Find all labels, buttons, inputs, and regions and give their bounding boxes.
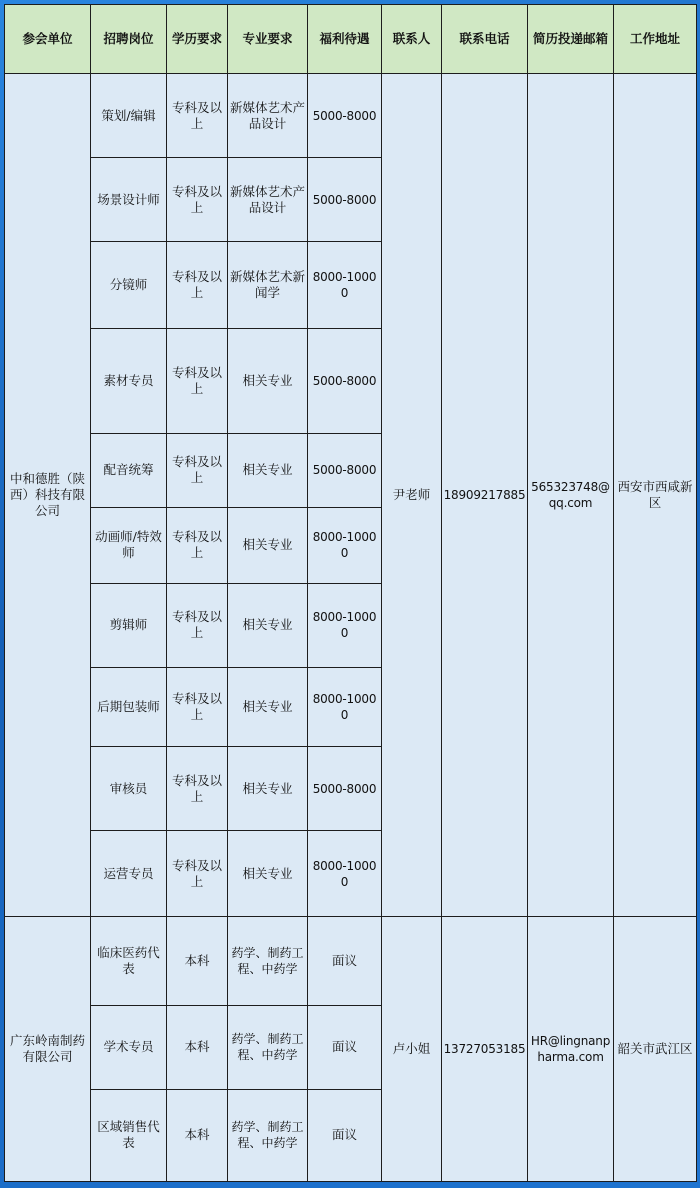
company-name: 广东岭南制药有限公司 [5, 917, 91, 1182]
header-contact: 联系人 [382, 5, 442, 74]
job-major: 相关专业 [228, 329, 308, 433]
job-education: 专科及以上 [167, 433, 228, 507]
header-education: 学历要求 [167, 5, 228, 74]
job-salary: 8000-10000 [308, 668, 382, 747]
header-major: 专业要求 [228, 5, 308, 74]
job-position: 配音统筹 [91, 433, 167, 507]
job-education: 专科及以上 [167, 668, 228, 747]
job-salary: 5000-8000 [308, 433, 382, 507]
job-education: 专科及以上 [167, 158, 228, 242]
table-header-row [5, 5, 697, 74]
job-salary: 5000-8000 [308, 74, 382, 158]
job-major: 药学、制药工程、中药学 [228, 1005, 308, 1089]
job-salary: 8000-10000 [308, 583, 382, 667]
job-education: 本科 [167, 917, 228, 1005]
job-education: 专科及以上 [167, 329, 228, 433]
job-position: 策划/编辑 [91, 74, 167, 158]
job-major: 新媒体艺术产品设计 [228, 74, 308, 158]
header-salary: 福利待遇 [308, 5, 382, 74]
job-salary: 面议 [308, 917, 382, 1005]
job-major: 相关专业 [228, 831, 308, 917]
company-name: 中和德胜（陕西）科技有限公司 [5, 74, 91, 917]
contact-phone: 13727053185 [442, 917, 528, 1182]
job-position: 场景设计师 [91, 158, 167, 242]
contact-phone: 18909217885 [442, 74, 528, 917]
job-salary: 面议 [308, 1089, 382, 1181]
job-position: 素材专员 [91, 329, 167, 433]
table-row [5, 917, 697, 1005]
job-education: 专科及以上 [167, 242, 228, 329]
job-education: 专科及以上 [167, 747, 228, 831]
header-position: 招聘岗位 [91, 5, 167, 74]
job-major: 相关专业 [228, 668, 308, 747]
job-position: 后期包装师 [91, 668, 167, 747]
job-position: 临床医药代表 [91, 917, 167, 1005]
header-company: 参会单位 [5, 5, 91, 74]
job-education: 专科及以上 [167, 583, 228, 667]
recruitment-table-frame [4, 4, 696, 1182]
job-salary: 5000-8000 [308, 329, 382, 433]
job-position: 动画师/特效师 [91, 507, 167, 583]
header-address: 工作地址 [614, 5, 697, 74]
job-education: 本科 [167, 1005, 228, 1089]
work-address: 韶关市武江区 [614, 917, 697, 1182]
resume-email[interactable]: 565323748@qq.com [528, 74, 614, 917]
job-salary: 8000-10000 [308, 831, 382, 917]
job-education: 专科及以上 [167, 507, 228, 583]
job-position: 剪辑师 [91, 583, 167, 667]
job-position: 学术专员 [91, 1005, 167, 1089]
job-salary: 5000-8000 [308, 747, 382, 831]
job-major: 药学、制药工程、中药学 [228, 1089, 308, 1181]
job-salary: 8000-10000 [308, 242, 382, 329]
job-major: 药学、制药工程、中药学 [228, 917, 308, 1005]
job-position: 运营专员 [91, 831, 167, 917]
job-major: 新媒体艺术产品设计 [228, 158, 308, 242]
header-email: 简历投递邮箱 [528, 5, 614, 74]
job-major: 相关专业 [228, 747, 308, 831]
job-salary: 面议 [308, 1005, 382, 1089]
job-education: 本科 [167, 1089, 228, 1181]
job-position: 审核员 [91, 747, 167, 831]
job-education: 专科及以上 [167, 74, 228, 158]
job-education: 专科及以上 [167, 831, 228, 917]
work-address: 西安市西咸新区 [614, 74, 697, 917]
job-position: 分镜师 [91, 242, 167, 329]
job-major: 相关专业 [228, 583, 308, 667]
job-salary: 8000-10000 [308, 507, 382, 583]
job-salary: 5000-8000 [308, 158, 382, 242]
job-major: 相关专业 [228, 433, 308, 507]
header-phone: 联系电话 [442, 5, 528, 74]
recruitment-table [4, 4, 697, 1182]
resume-email[interactable]: HR@lingnanpharma.com [528, 917, 614, 1182]
job-position: 区域销售代表 [91, 1089, 167, 1181]
contact-person: 卢小姐 [382, 917, 442, 1182]
job-major: 新媒体艺术新闻学 [228, 242, 308, 329]
table-row [5, 74, 697, 158]
job-major: 相关专业 [228, 507, 308, 583]
contact-person: 尹老师 [382, 74, 442, 917]
